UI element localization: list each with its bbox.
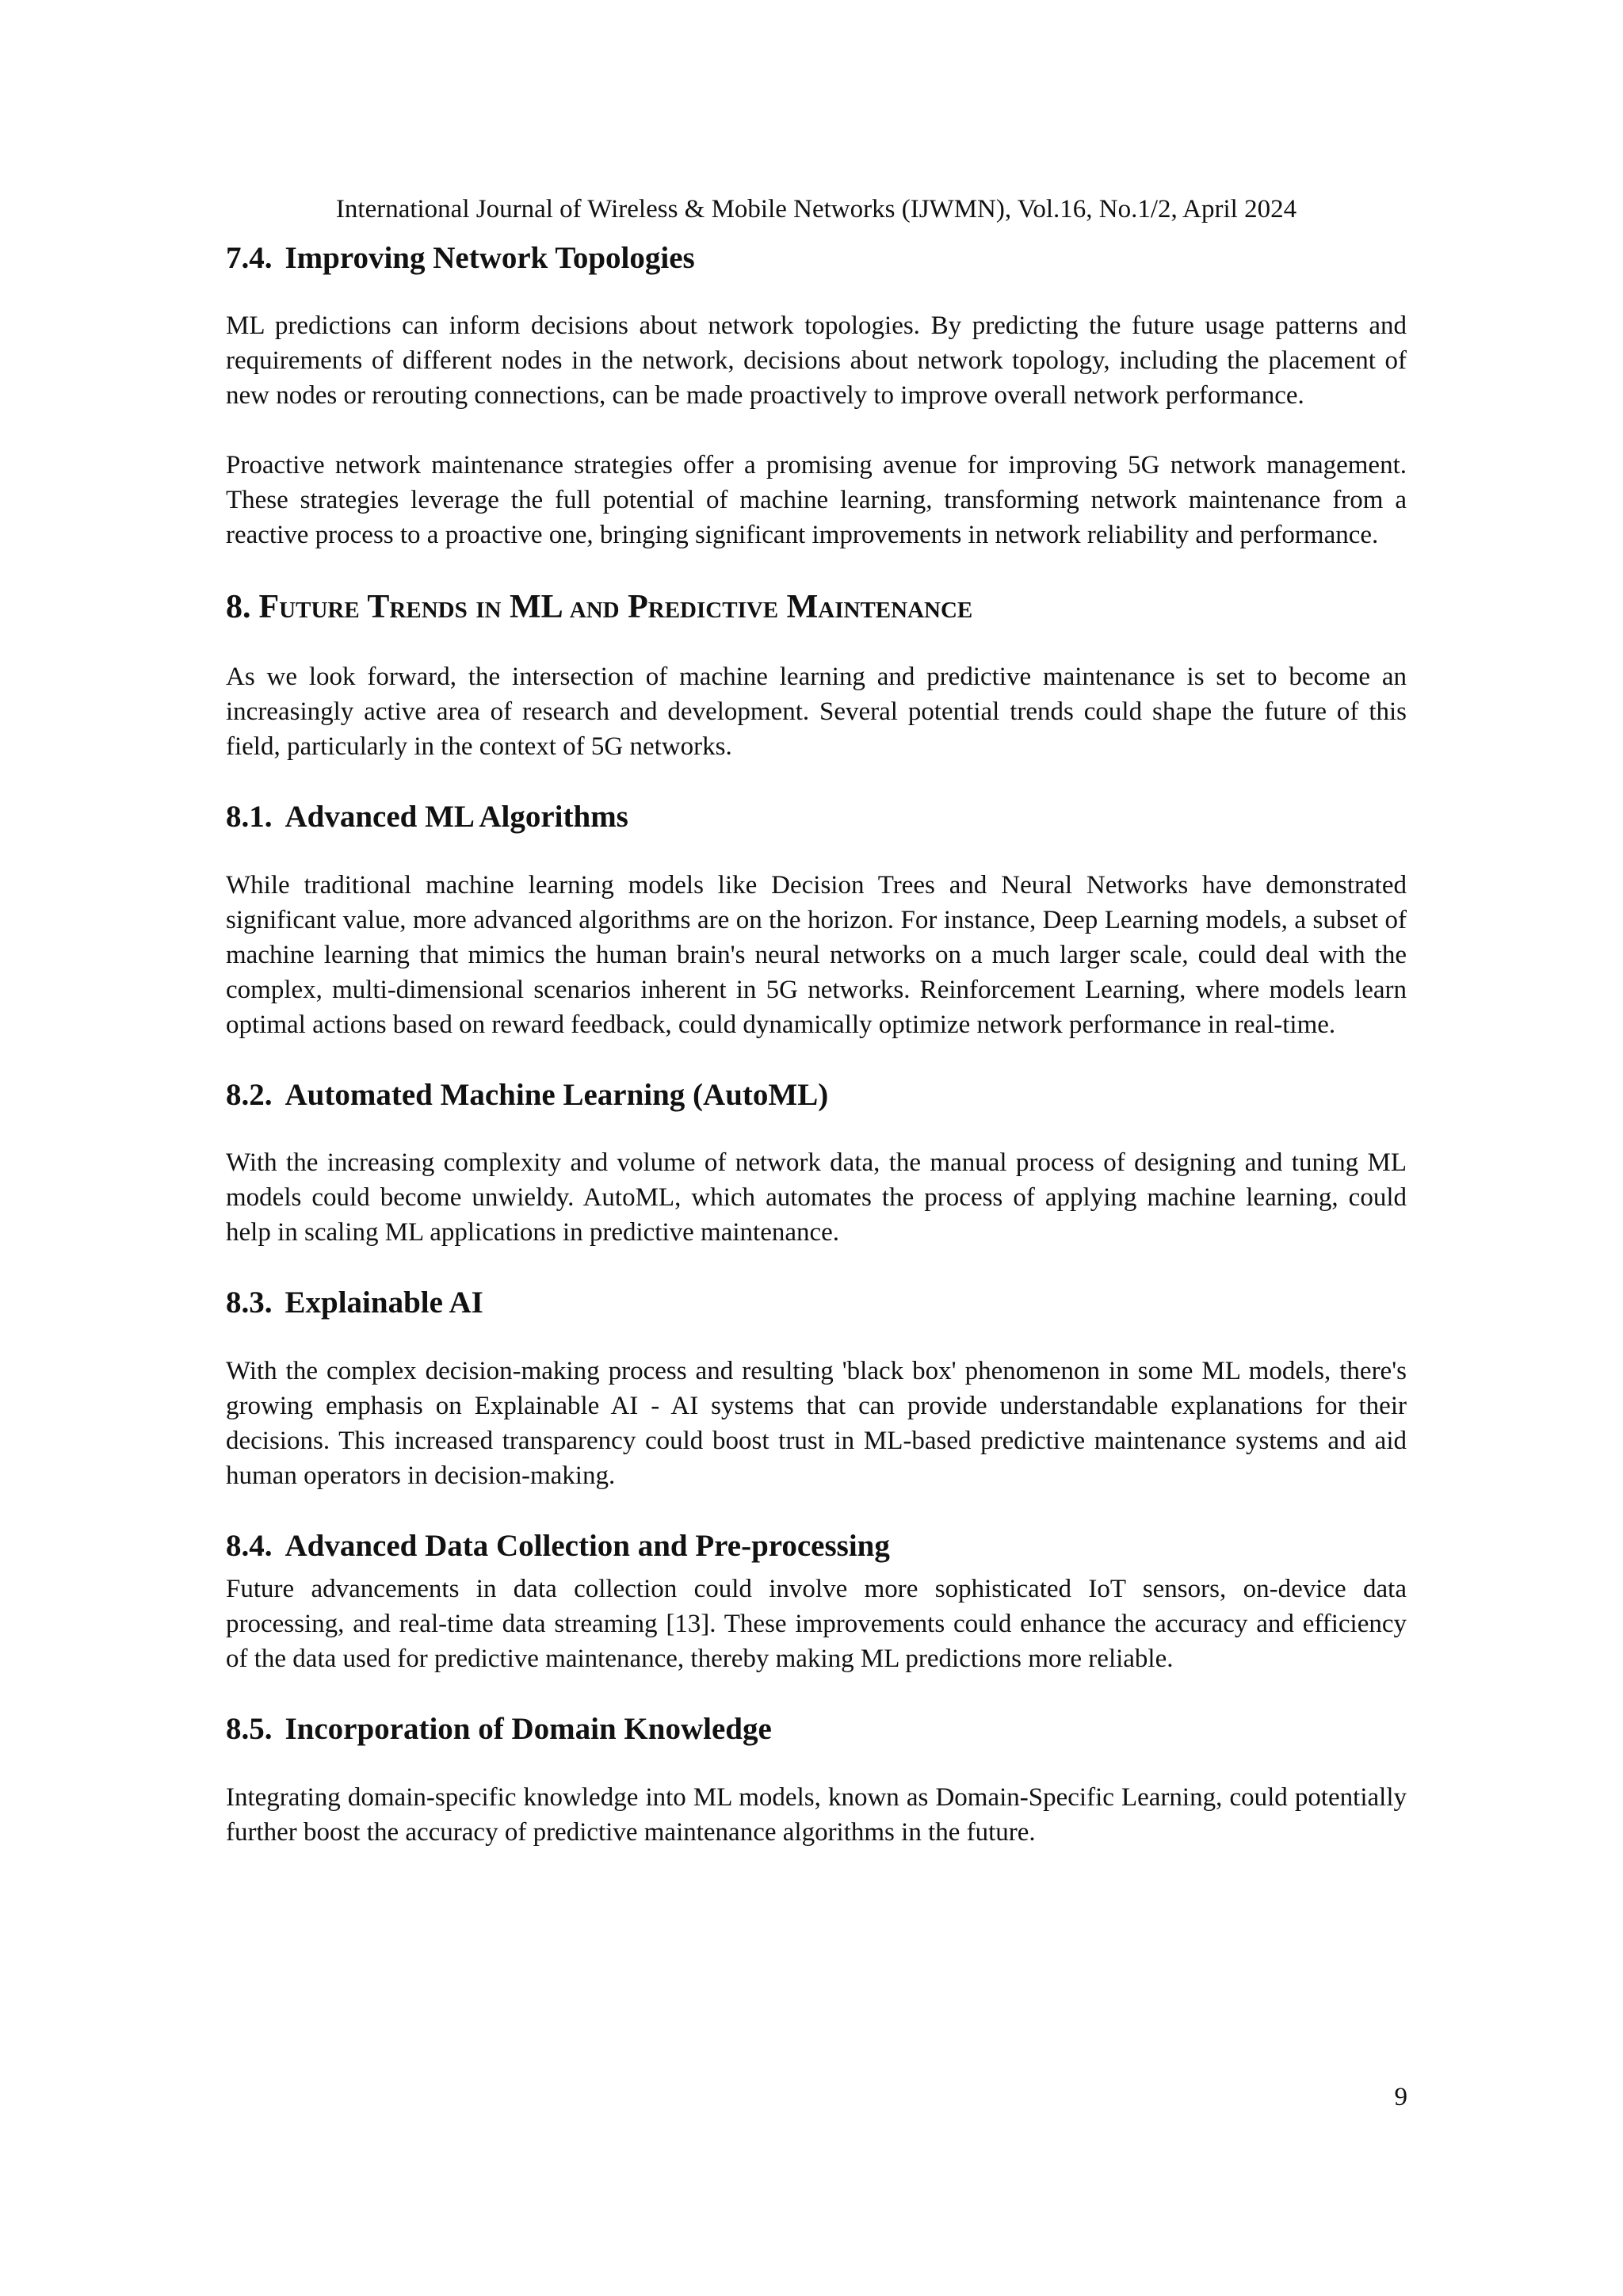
section-title: Incorporation of Domain Knowledge (285, 1711, 772, 1746)
section-title: Advanced Data Collection and Pre-processing (285, 1529, 890, 1564)
section-number: 7.4. (226, 240, 273, 275)
section-number: 8. (226, 589, 251, 626)
section-number: 8.2. (226, 1077, 273, 1112)
paragraph: With the complex decision-making process and resulting 'black box' phenomenon in some ML models, there's growing emphasis on Explainable AI - AI systems that can provide understandable explanations for their decisions. This increased transparency could boost trust in ML-based predictive maintenance systems and aid human operators in decision-making. (226, 1357, 1407, 1491)
section-title: Future Trends in ML and Predictive Maintenance (258, 589, 973, 626)
section-title: Automated Machine Learning (AutoML) (285, 1077, 829, 1112)
section-number: 8.4. (226, 1529, 273, 1564)
section-number: 8.3. (226, 1286, 273, 1320)
section-heading-8-5 (226, 1711, 1407, 1748)
page-number: 9 (1394, 2083, 1407, 2111)
section-heading-8-1 (226, 799, 1407, 836)
section-title: Improving Network Topologies (285, 240, 695, 275)
section-title: Explainable AI (285, 1286, 483, 1320)
paragraph: Integrating domain-specific knowledge into ML models, known as Domain-Specific Learning, could potentially further boost the accuracy of predictive maintenance algorithms in the future. (226, 1782, 1407, 1847)
running-header: International Journal of Wireless & Mobile Networks (IJWMN), Vol.16, No.1/2, April 2024 (335, 195, 1297, 223)
section-number: 8.5. (226, 1711, 273, 1746)
paragraph: As we look forward, the intersection of machine learning and predictive maintenance is set to become an increasingly active area of research and development. Several potential trends could shape the future of this field, particularly in the context of 5G networks. (226, 662, 1407, 761)
paragraph: With the increasing complexity and volume of network data, the manual process of designing and tuning ML models could become unwieldy. AutoML, which automates the process of applying machine learning, could help in scaling ML applications in predictive maintenance. (226, 1148, 1407, 1247)
section-title: Advanced ML Algorithms (285, 799, 628, 834)
section-heading-7-4 (226, 240, 1407, 277)
paragraph: Proactive network maintenance strategies offer a promising avenue for improving 5G network management. These strategies leverage the full potential of machine learning, transforming network maintenance from a reactive process to a proactive one, bringing significant improvements in network reliability and performance. (226, 451, 1407, 550)
section-heading-8-3 (226, 1285, 1407, 1322)
section-number: 8.1. (226, 799, 273, 834)
page-content (226, 194, 1407, 1885)
paragraph: ML predictions can inform decisions about network topologies. By predicting the future usage patterns and requirements of different nodes in the network, decisions about network topology, including the placement of new nodes or rerouting connections, can be made proactively to improve overall network performance. (226, 311, 1407, 411)
paragraph: Future advancements in data collection could involve more sophisticated IoT sensors, on-device data processing, and real-time data streaming [13]. These improvements could enhance the accuracy and efficiency of the data used for predictive maintenance, thereby making ML predictions more reliable. (226, 1574, 1407, 1673)
section-heading-8-4 (226, 1528, 1407, 1565)
section-heading-8 (226, 587, 1407, 627)
paragraph: While traditional machine learning models like Decision Trees and Neural Networks have demonstrated significant value, more advanced algorithms are on the horizon. For instance, Deep Learning models, a subset of machine learning that mimics the human brain's neural networks on a much larger scale, could deal with the complex, multi-dimensional scenarios inherent in 5G networks. Reinforcement Learning, where models learn optimal actions based on reward feedback, could dynamically optimize network performance in real-time. (226, 870, 1407, 1039)
section-heading-8-2 (226, 1077, 1407, 1114)
